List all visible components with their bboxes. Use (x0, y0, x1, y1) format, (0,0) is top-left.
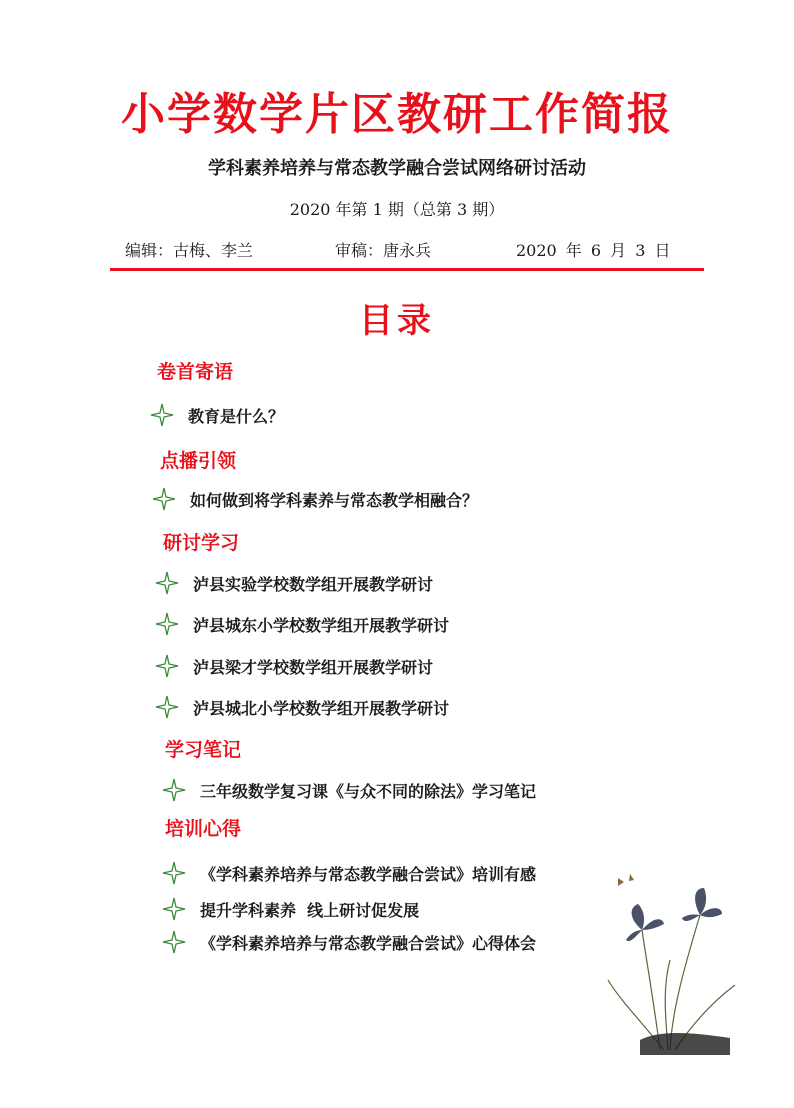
toc-item-label: 《学科素养培养与常态教学融合尝试》培训有感 (200, 864, 537, 884)
newsletter-title: 小学数学片区教研工作简报 (121, 89, 673, 140)
toc-item-label: 泸县城北小学校数学组开展教学研讨 (193, 698, 450, 718)
toc-item[interactable] (152, 487, 478, 511)
toc-item[interactable] (162, 897, 419, 921)
toc-item[interactable] (155, 695, 449, 719)
editors: 编辑：古梅、李兰 (125, 241, 254, 260)
toc-item[interactable] (150, 403, 284, 427)
sparkle-icon (162, 930, 186, 954)
issue-date: 2020 年 6 月 3 日 (516, 241, 671, 260)
section-heading: 学习笔记 (165, 739, 242, 761)
toc-item-label: 《学科素养培养与常态教学融合尝试》心得体会 (200, 933, 537, 953)
sparkle-icon (155, 612, 179, 636)
sparkle-icon (162, 778, 186, 802)
toc-item[interactable] (162, 861, 536, 885)
sparkle-icon (155, 571, 179, 595)
toc-item[interactable] (162, 778, 536, 802)
toc-title: 目录 (359, 301, 435, 341)
section-heading: 培训心得 (165, 818, 242, 840)
reviewer: 审稿：唐永兵 (335, 241, 432, 260)
sparkle-icon (162, 861, 186, 885)
sparkle-icon (162, 897, 186, 921)
newsletter-subtitle: 学科素养培养与常态教学融合尝试网络研讨活动 (208, 158, 586, 179)
toc-item-label: 三年级数学复习课《与众不同的除法》学习笔记 (200, 781, 537, 801)
section-heading: 研讨学习 (163, 532, 240, 554)
sparkle-icon (155, 695, 179, 719)
sparkle-icon (152, 487, 176, 511)
iris-flower-illustration (600, 870, 740, 1055)
toc-item-label: 泸县城东小学校数学组开展教学研讨 (193, 615, 450, 635)
toc-item[interactable] (155, 654, 433, 678)
toc-item[interactable] (155, 571, 433, 595)
toc-item-label: 泸县实验学校数学组开展教学研讨 (193, 574, 434, 594)
sparkle-icon (150, 403, 174, 427)
toc-item[interactable] (162, 930, 536, 954)
section-heading: 点播引领 (160, 450, 237, 472)
toc-item-label: 提升学科素养 线上研讨促发展 (200, 900, 420, 920)
header-divider (110, 268, 704, 271)
toc-item-label: 如何做到将学科素养与常态教学相融合？ (190, 490, 479, 510)
section-heading: 卷首寄语 (157, 361, 234, 383)
toc-item-label: 泸县梁才学校数学组开展教学研讨 (193, 657, 434, 677)
toc-item[interactable] (155, 612, 449, 636)
issue-number: 2020 年第 1 期（总第 3 期） (289, 200, 505, 219)
toc-item-label: 教育是什么？ (188, 406, 285, 426)
sparkle-icon (155, 654, 179, 678)
